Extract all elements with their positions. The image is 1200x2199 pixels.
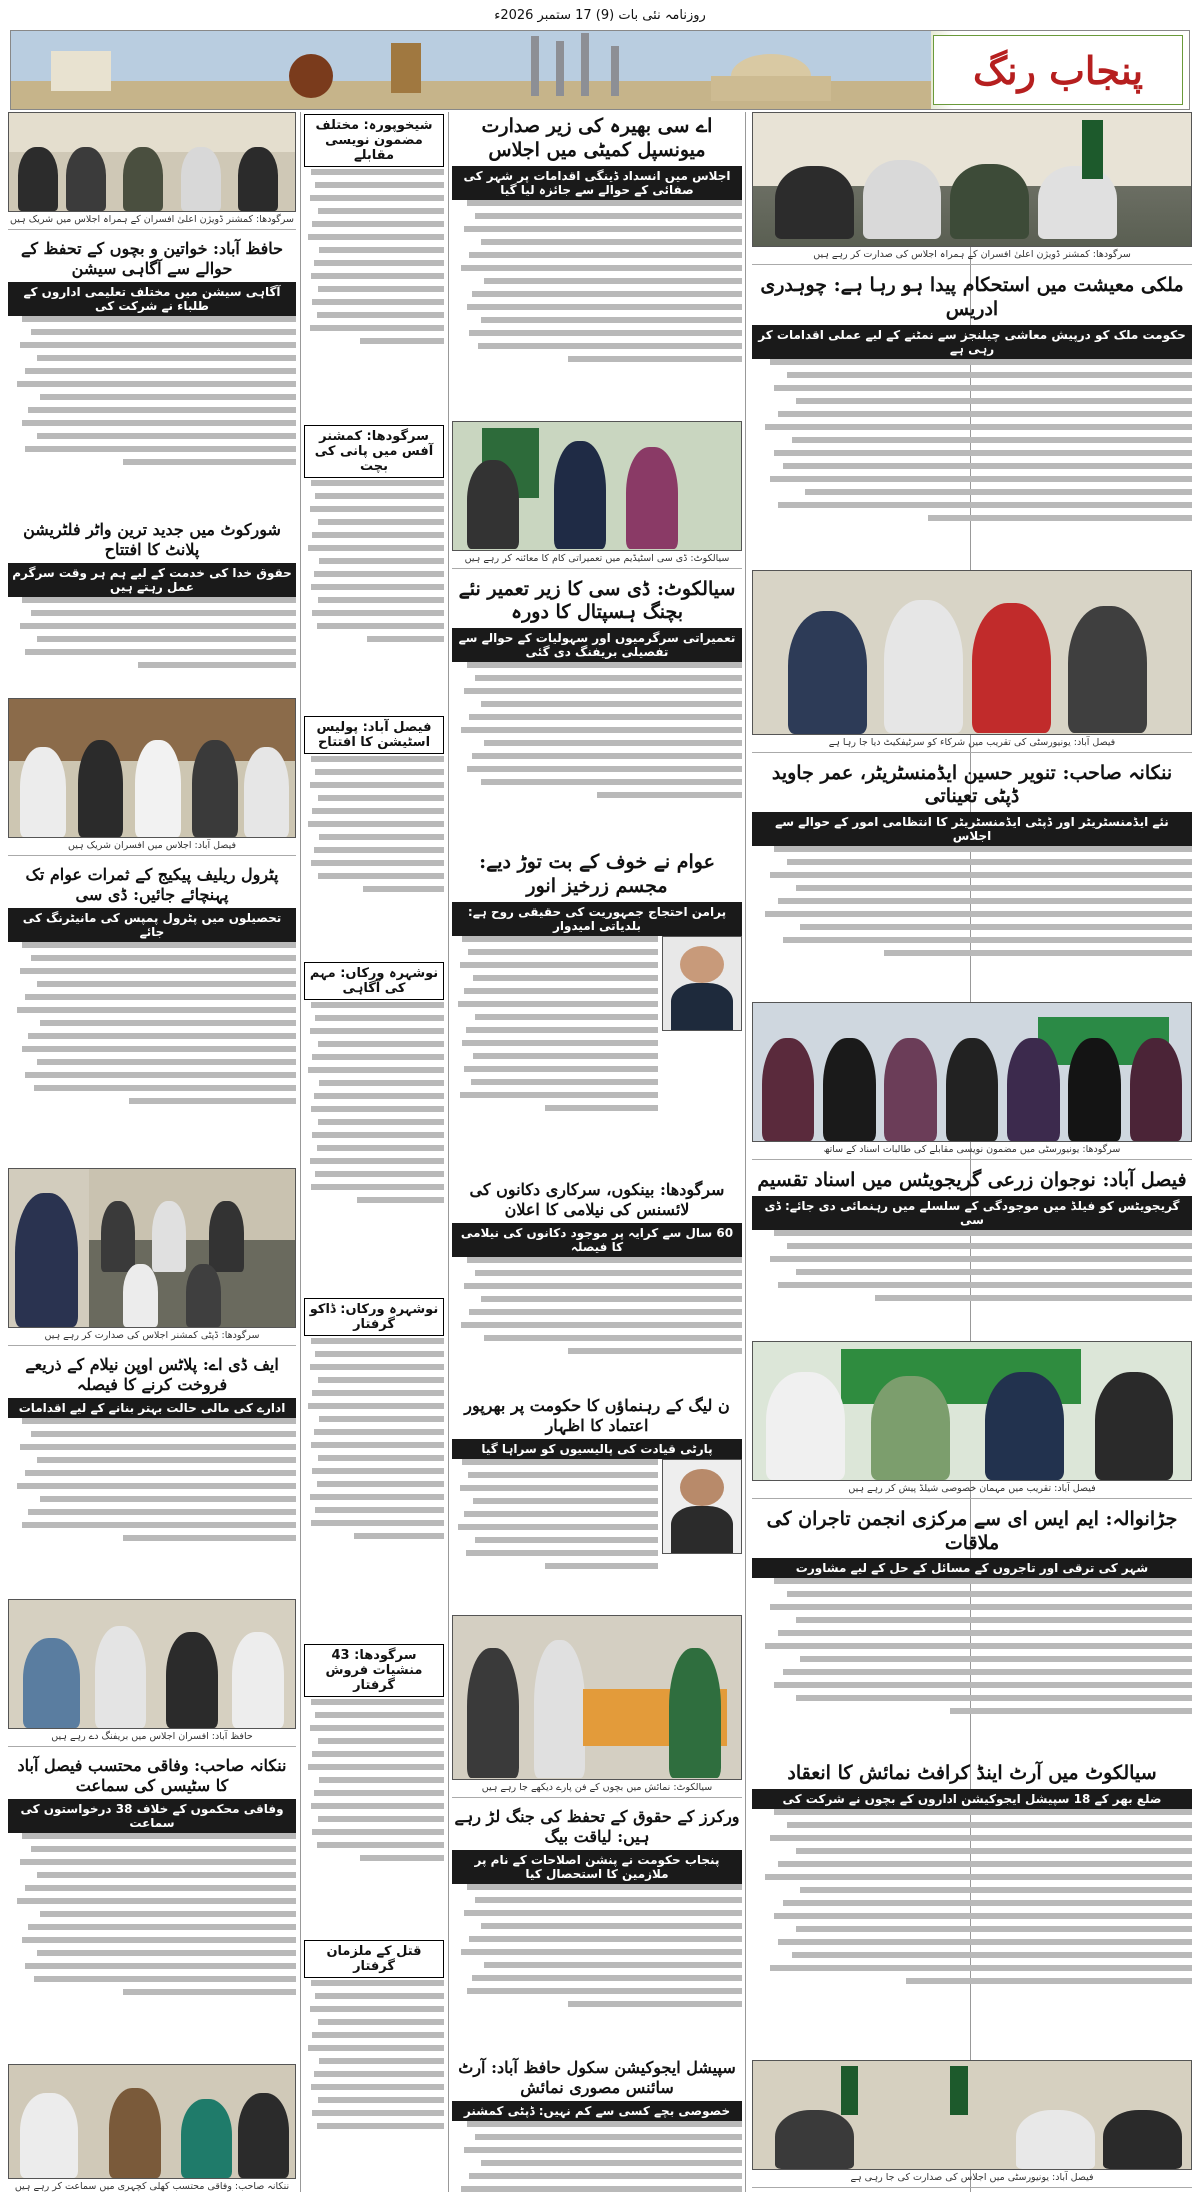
article-body <box>452 200 742 415</box>
photo-caption: فیصل آباد: تقریب میں مہمان خصوصی شیلڈ پیش کر رہے ہیں <box>752 1481 1192 1499</box>
article-body <box>304 1980 444 2192</box>
photo-conference <box>8 112 296 212</box>
headline: اے سی بھیرہ کی زیر صدارت میونسپل کمیٹی میں اجلاس <box>481 115 713 161</box>
photo-caption: سرگودھا: یونیورسٹی میں مضمون نویسی مقابلے کی طالبات اسناد کے ساتھ <box>752 1142 1192 1160</box>
subheadline: شہر کی ترقی اور تاجروں کے مسائل کے حل کے لیے مشاورت <box>752 1558 1192 1578</box>
headline: سپیشل ایجوکیشن سکول حافظ آباد: آرٹ سائنس مصوری نمائش <box>458 2057 736 2097</box>
article-body <box>752 359 1192 564</box>
photo-briefing <box>8 1599 296 1729</box>
headline: سیالکوٹ: ڈی سی کا زیر تعمیر نئے بچنگ ہسپتال کا دورہ <box>458 577 736 624</box>
portrait-photo <box>662 1459 742 1554</box>
column-3 <box>452 112 742 2192</box>
photo-caption: ننکانہ صاحب: وفاقی محتسب کھلی کچہری میں سماعت کر رہے ہیں <box>8 2179 296 2192</box>
subheadline: حقوق خدا کی خدمت کے لیے ہم ہر وقت سرگرم عمل رہتے ہیں <box>8 563 296 597</box>
article-body <box>304 1338 444 1638</box>
story-kicker: شیخوپورہ: مختلف مضمون نویسی مقابلے <box>304 114 444 167</box>
headline: سرگودھا: بینکوں، سرکاری دکانوں کی لائسنس کی نیلامی کا اعلان <box>469 1179 725 1219</box>
subheadline: خصوصی بچے کسی سے کم نہیں: ڈپٹی کمشنر <box>452 2101 742 2121</box>
headline: سیالکوٹ میں آرٹ اینڈ کرافٹ نمائش کا انعقاد <box>787 1762 1157 1785</box>
headline: ملکی معیشت میں استحکام پیدا ہو رہا ہے: چوہدری ادریس <box>760 274 1184 320</box>
photo-meeting-2 <box>752 2060 1192 2170</box>
headline: ننکانہ صاحب: وفاقی محتسب فیصل آباد کا سٹیسں کی سماعت <box>17 1756 287 1795</box>
subheadline: پرامن احتجاج جمہوریت کی حقیقی روح ہے: بلدیاتی امیدوار <box>452 902 742 936</box>
column-5 <box>8 112 296 2192</box>
subheadline: نئے ایڈمنسٹریٹر اور ڈپٹی ایڈمنسٹریٹر کا انتظامی امور کے حوالے سے اجلاس <box>752 812 1192 846</box>
article-body <box>752 1230 1192 1335</box>
article-body <box>452 1257 742 1387</box>
photo-caption: فیصل آباد: یونیورسٹی میں اجلاس کی صدارت کی جا رہی ہے <box>752 2170 1192 2188</box>
photo-caption: سرگودھا: ڈپٹی کمشنر اجلاس کی صدارت کر رہے ہیں <box>8 1328 296 1346</box>
photo-students <box>752 1002 1192 1142</box>
photo-shield <box>752 1341 1192 1481</box>
photo-caption: فیصل آباد: اجلاس میں افسران شریک ہیں <box>8 838 296 856</box>
masthead-scene-image <box>11 31 931 109</box>
article-body <box>304 1002 444 1292</box>
headline: عوام نے خوف کے بت توڑ دیے: مجسم زرخیز انور <box>479 851 715 897</box>
article-body <box>452 2121 742 2193</box>
headline: جڑانوالہ: ایم ایس ای سے مرکزی انجمن تاجران کی ملاقات <box>766 1507 1178 1554</box>
headline: ننکانہ صاحب: تنویر حسین ایڈمنسٹریٹر، عمر جاوید ڈپٹی تعیناتی <box>771 761 1173 808</box>
article-body <box>304 169 444 419</box>
article-body <box>8 1833 296 2058</box>
headline: فیصل آباد: نوجوان زرعی گریجویٹس میں اسناد تقسیم <box>757 1169 1187 1191</box>
story-kicker: نوشہرہ ورکاں: ڈاکو گرفتار <box>304 1298 444 1336</box>
article-body <box>452 662 742 842</box>
headline: ن لیگ کے رہنماؤں کا حکومت پر بھرپور اعتماد کا اظہار <box>464 1395 730 1435</box>
subheadline: پارٹی قیادت کی پالیسیوں کو سراہا گیا <box>452 1439 742 1459</box>
subheadline: ادارے کی مالی حالت بہتر بنانے کے لیے اقدامات <box>8 1398 296 1418</box>
article-body <box>452 1884 742 2049</box>
article-body <box>752 1809 1192 2054</box>
article-body <box>304 480 444 710</box>
photo-exhibition <box>452 1615 742 1780</box>
masthead <box>10 30 1190 110</box>
article-body <box>304 1699 444 1934</box>
story-kicker: قتل کے ملزمان گرفتار <box>304 1940 444 1978</box>
article-body <box>304 756 444 956</box>
story-kicker: سرگودھا: کمشنر آفس میں پانی کی بچت <box>304 425 444 478</box>
story-kicker: فیصل آباد: پولیس اسٹیشن کا افتتاح <box>304 716 444 754</box>
story-kicker: سرگودھا: 43 منشیات فروش گرفتار <box>304 1644 444 1697</box>
article-body <box>8 942 296 1162</box>
article-body <box>452 936 658 1171</box>
subheadline: 60 سال سے کرایہ پر موجود دکانوں کی نیلامی کا فیصلہ <box>452 1223 742 1257</box>
article-body <box>752 846 1192 996</box>
photo-caption: فیصل آباد: یونیورسٹی کی تقریب میں شرکاء کو سرٹیفکیٹ دیا جا رہا ہے <box>752 735 1192 753</box>
article-body <box>452 1459 658 1609</box>
subheadline: وفاقی محکموں کے خلاف 38 درخواستوں کی سماعت <box>8 1799 296 1833</box>
subheadline: آگاہی سیشن میں مختلف تعلیمی اداروں کے طلباء نے شرکت کی <box>8 282 296 316</box>
subheadline: تعمیراتی سرگرمیوں اور سہولیات کے حوالے سے تفصیلی بریفنگ دی گئی <box>452 628 742 662</box>
subheadline: حکومت ملک کو درپیش معاشی چیلنجز سے نمٹنے کے لیے عملی اقدامات کر رہی ہے <box>752 325 1192 359</box>
photo-caption: سیالکوٹ: ڈی سی اسٹیڈیم میں تعمیراتی کام کا معائنہ کر رہے ہیں <box>452 551 742 569</box>
photo-certificate <box>752 570 1192 735</box>
photo-caption: سیالکوٹ: نمائش میں بچوں کے فن پارے دیکھے جا رہے ہیں <box>452 1780 742 1798</box>
article-body <box>8 1418 296 1593</box>
headline: پٹرول ریلیف پیکیج کے ثمرات عوام تک پہنچائے جائیں: ڈی سی <box>25 865 279 904</box>
article-body <box>752 1578 1192 1753</box>
photo-dc-meeting <box>8 1168 296 1328</box>
photo-meeting-1 <box>752 112 1192 247</box>
article-body <box>8 597 296 692</box>
subheadline: گریجویٹس کو فیلڈ میں موجودگی کے سلسلے میں رہنمائی دی جائے: ڈی سی <box>752 1196 1192 1230</box>
photo-caption: سرگودھا: کمشنر ڈویژن اعلیٰ افسران کے ہمراہ اجلاس میں شریک ہیں <box>8 212 296 230</box>
subheadline: پنجاب حکومت نے پنشن اصلاحات کے نام پر ملازمین کا استحصال کیا <box>452 1850 742 1884</box>
column-1 <box>752 112 1192 2192</box>
photo-hearing <box>8 2064 296 2179</box>
headline: شورکوٹ میں جدید ترین واٹر فلٹریشن پلانٹ کا افتتاح <box>23 520 281 559</box>
subheadline: ضلع بھر کے 18 سپیشل ایجوکیشن اداروں کے بچوں نے شرکت کی <box>752 1789 1192 1809</box>
article-body <box>8 316 296 511</box>
headline: حافظ آباد: خواتین و بچوں کے تحفظ کے حوالے سے آگاہی سیشن <box>20 239 284 278</box>
photo-inspection <box>452 421 742 551</box>
photo-office-meeting <box>8 698 296 838</box>
dateline: روزنامہ نئی بات (9) 17 ستمبر 2026ء <box>494 8 706 23</box>
photo-caption: سرگودھا: کمشنر ڈویژن اعلیٰ افسران کے ہمراہ اجلاس کی صدارت کر رہے ہیں <box>752 247 1192 265</box>
story-kicker: نوشہرہ ورکاں: مہم کی آگاہی <box>304 962 444 1000</box>
headline: ایف ڈی اے: پلاٹس اوپن نیلام کے ذریعے فروخت کرنے کا فیصلہ <box>25 1355 279 1394</box>
subheadline: اجلاس میں انسداد ڈینگی اقدامات پر شہر کی صفائی کے حوالے سے جائزہ لیا گیا <box>452 166 742 200</box>
column-4 <box>304 112 444 2192</box>
photo-caption: حافظ آباد: افسران اجلاس میں بریفنگ دے رہے ہیں <box>8 1729 296 1747</box>
masthead-title: پنجاب رنگ <box>972 47 1144 93</box>
headline: ورکرز کے حقوق کے تحفظ کی جنگ لڑ رہے ہیں: لیاقت بیگ <box>454 1806 740 1846</box>
masthead-logo <box>933 35 1183 105</box>
portrait-photo <box>662 936 742 1031</box>
subheadline: تحصیلوں میں پٹرول پمپس کی مانیٹرنگ کی جائے <box>8 908 296 942</box>
